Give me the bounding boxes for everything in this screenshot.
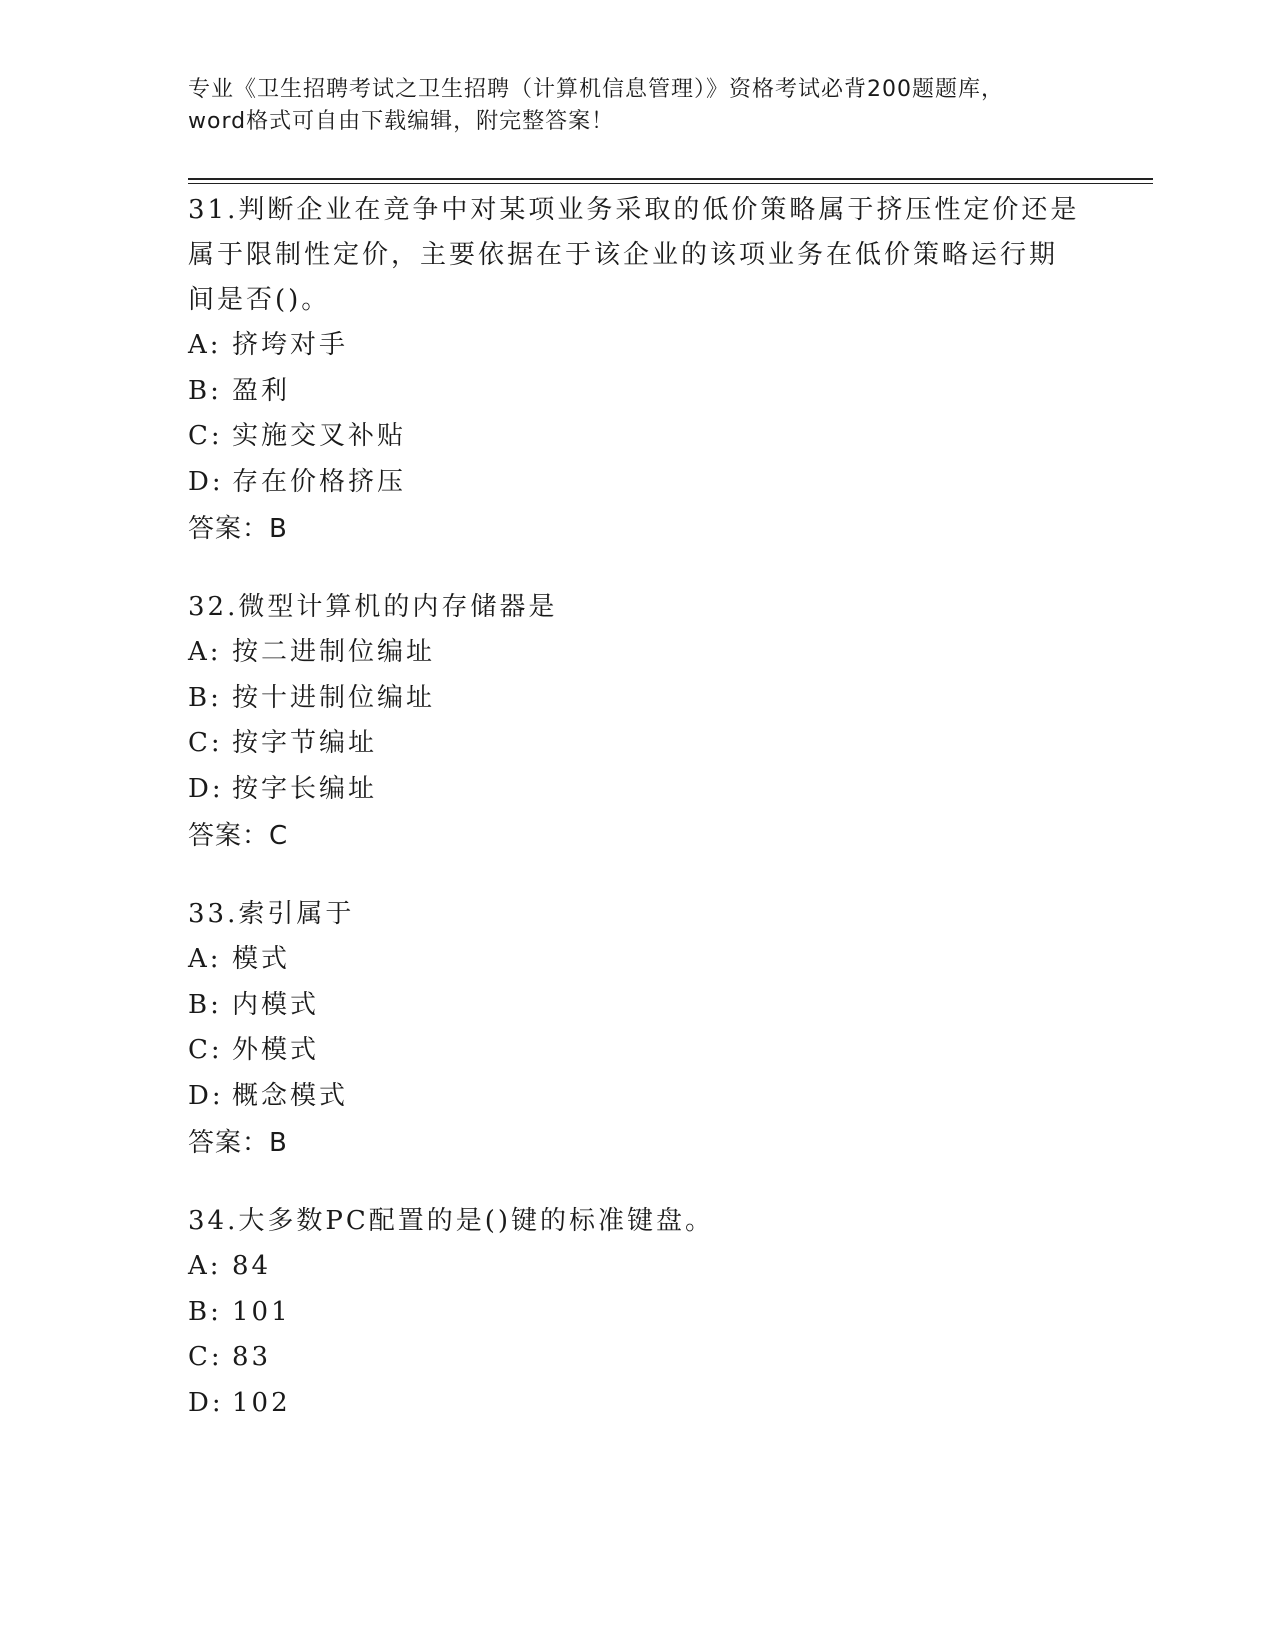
answer-option bbox=[188, 1290, 1088, 1336]
option-letter: D: bbox=[188, 773, 224, 804]
answer-option bbox=[188, 630, 1088, 676]
answer-option bbox=[188, 460, 1088, 506]
option-text: 按字长编址 bbox=[232, 773, 378, 804]
question-stem-line: 33.索引属于 bbox=[188, 899, 355, 929]
option-letter: B: bbox=[188, 1296, 222, 1327]
answer-option bbox=[188, 369, 1088, 415]
option-text: 内模式 bbox=[232, 989, 320, 1020]
option-text: 模式 bbox=[232, 944, 291, 974]
answer-key: 答案：B bbox=[188, 514, 288, 544]
option-text: 外模式 bbox=[232, 1035, 320, 1065]
option-letter: D: bbox=[188, 1387, 224, 1418]
option-text: 概念模式 bbox=[232, 1080, 349, 1111]
option-letter: C: bbox=[188, 1035, 223, 1065]
option-text: 挤垮对手 bbox=[232, 330, 349, 360]
option-letter: C: bbox=[188, 421, 223, 451]
option-letter: A: bbox=[188, 944, 222, 974]
option-letter: C: bbox=[188, 728, 223, 758]
option-text: 存在价格挤压 bbox=[232, 466, 407, 497]
answer-option bbox=[188, 1028, 1088, 1074]
answer-key: 答案：B bbox=[188, 1128, 288, 1158]
header-divider bbox=[188, 178, 1153, 184]
option-letter: C: bbox=[188, 1342, 223, 1372]
option-letter: D: bbox=[188, 466, 224, 497]
option-letter: B: bbox=[188, 989, 222, 1020]
question-stem-line: 属于限制性定价，主要依据在于该企业的该项业务在低价策略运行期 bbox=[188, 240, 1059, 270]
answer-option bbox=[188, 323, 1088, 369]
question-list bbox=[188, 188, 1088, 1460]
question-stem-line: 32.微型计算机的内存储器是 bbox=[188, 592, 558, 622]
answer-option bbox=[188, 676, 1088, 722]
option-letter: A: bbox=[188, 330, 222, 360]
answer-option bbox=[188, 767, 1088, 813]
option-letter: B: bbox=[188, 375, 222, 406]
header-title-line-2: word格式可自由下载编辑，附完整答案！ bbox=[188, 109, 615, 134]
option-text: 83 bbox=[232, 1342, 272, 1372]
question-item bbox=[188, 892, 1088, 1165]
answer-option bbox=[188, 1335, 1088, 1381]
answer-option bbox=[188, 1244, 1088, 1290]
option-letter: A: bbox=[188, 1251, 222, 1281]
option-text: 按十进制位编址 bbox=[232, 682, 436, 713]
option-text: 按二进制位编址 bbox=[232, 637, 436, 667]
answer-option bbox=[188, 414, 1088, 460]
question-stem-line: 34.大多数PC配置的是()键的标准键盘。 bbox=[188, 1206, 715, 1236]
answer-option bbox=[188, 721, 1088, 767]
option-letter: B: bbox=[188, 682, 222, 713]
answer-option bbox=[188, 1381, 1088, 1427]
answer-option bbox=[188, 1074, 1088, 1120]
document-header bbox=[188, 74, 1088, 138]
option-text: 84 bbox=[232, 1251, 272, 1281]
option-text: 实施交叉补贴 bbox=[232, 421, 407, 451]
option-text: 按字节编址 bbox=[232, 728, 378, 758]
option-letter: D: bbox=[188, 1080, 224, 1111]
question-item bbox=[188, 1199, 1088, 1426]
answer-key: 答案：C bbox=[188, 821, 289, 851]
header-title-line-1: 专业《卫生招聘考试之卫生招聘（计算机信息管理）》资格考试必背200题题库， bbox=[188, 77, 1004, 102]
question-stem-line: 31.判断企业在竞争中对某项业务采取的低价策略属于挤压性定价还是 bbox=[188, 195, 1080, 225]
option-text: 盈利 bbox=[232, 375, 291, 406]
answer-option bbox=[188, 983, 1088, 1029]
option-text: 101 bbox=[232, 1296, 291, 1327]
question-item bbox=[188, 585, 1088, 858]
question-stem-line: 间是否()。 bbox=[188, 285, 331, 315]
option-letter: A: bbox=[188, 637, 222, 667]
answer-option bbox=[188, 937, 1088, 983]
question-item bbox=[188, 188, 1088, 551]
option-text: 102 bbox=[232, 1387, 291, 1418]
